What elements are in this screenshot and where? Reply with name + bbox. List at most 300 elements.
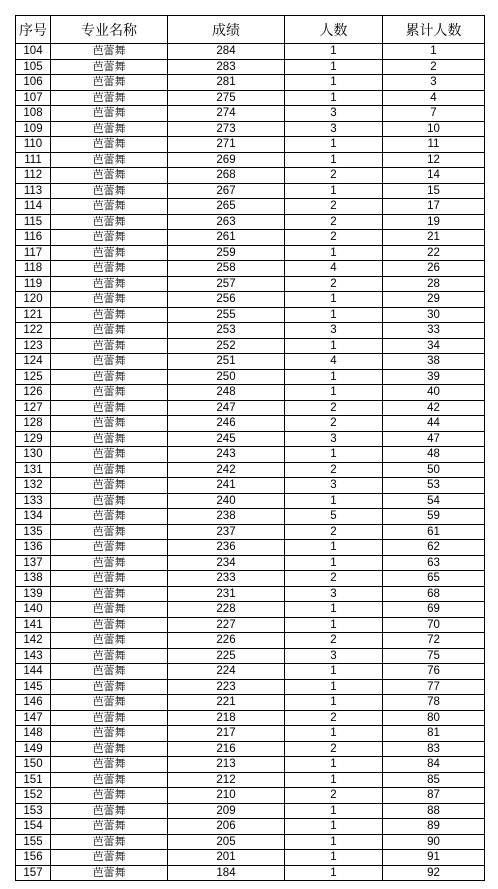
cell-index: 149 (16, 741, 51, 757)
cell-index: 142 (16, 633, 51, 649)
cell-index: 123 (16, 338, 51, 354)
cell-cumulative-count: 85 (383, 772, 485, 788)
cell-major-name: 芭蕾舞 (51, 478, 168, 494)
cell-cumulative-count: 17 (383, 199, 485, 215)
cell-count: 1 (285, 617, 383, 633)
cell-cumulative-count: 81 (383, 726, 485, 742)
table-row (16, 385, 485, 401)
cell-major-name: 芭蕾舞 (51, 648, 168, 664)
cell-score: 273 (168, 121, 285, 137)
cell-major-name: 芭蕾舞 (51, 679, 168, 695)
cell-index: 157 (16, 865, 51, 881)
table-row (16, 679, 485, 695)
cell-cumulative-count: 3 (383, 75, 485, 91)
cell-major-name: 芭蕾舞 (51, 803, 168, 819)
cell-cumulative-count: 29 (383, 292, 485, 308)
cell-count: 1 (285, 850, 383, 866)
cell-index: 143 (16, 648, 51, 664)
cell-major-name: 芭蕾舞 (51, 865, 168, 881)
cell-score: 210 (168, 788, 285, 804)
cell-count: 1 (285, 75, 383, 91)
cell-index: 134 (16, 509, 51, 525)
table-body (16, 44, 485, 881)
cell-score: 237 (168, 524, 285, 540)
cell-major-name: 芭蕾舞 (51, 338, 168, 354)
cell-count: 1 (285, 834, 383, 850)
table-row (16, 292, 485, 308)
cell-score: 252 (168, 338, 285, 354)
cell-cumulative-count: 87 (383, 788, 485, 804)
cell-cumulative-count: 59 (383, 509, 485, 525)
cell-count: 3 (285, 431, 383, 447)
cell-index: 105 (16, 59, 51, 75)
cell-cumulative-count: 70 (383, 617, 485, 633)
cell-count: 3 (285, 106, 383, 122)
cell-major-name: 芭蕾舞 (51, 400, 168, 416)
cell-score: 257 (168, 276, 285, 292)
table-row (16, 524, 485, 540)
cell-count: 1 (285, 137, 383, 153)
table-row (16, 695, 485, 711)
cell-major-name: 芭蕾舞 (51, 741, 168, 757)
cell-count: 1 (285, 338, 383, 354)
cell-major-name: 芭蕾舞 (51, 695, 168, 711)
cell-index: 118 (16, 261, 51, 277)
cell-index: 140 (16, 602, 51, 618)
cell-cumulative-count: 62 (383, 540, 485, 556)
cell-cumulative-count: 44 (383, 416, 485, 432)
cell-score: 263 (168, 214, 285, 230)
cell-count: 1 (285, 772, 383, 788)
cell-count: 3 (285, 586, 383, 602)
cell-major-name: 芭蕾舞 (51, 245, 168, 261)
cell-score: 268 (168, 168, 285, 184)
cell-index: 154 (16, 819, 51, 835)
header-major-name: 专业名称 (51, 16, 168, 44)
cell-cumulative-count: 76 (383, 664, 485, 680)
cell-score: 206 (168, 819, 285, 835)
cell-score: 267 (168, 183, 285, 199)
table-row (16, 602, 485, 618)
cell-major-name: 芭蕾舞 (51, 850, 168, 866)
score-distribution-table (15, 15, 485, 881)
cell-major-name: 芭蕾舞 (51, 168, 168, 184)
cell-score: 226 (168, 633, 285, 649)
cell-index: 122 (16, 323, 51, 339)
table-row (16, 400, 485, 416)
cell-index: 121 (16, 307, 51, 323)
cell-score: 228 (168, 602, 285, 618)
cell-index: 116 (16, 230, 51, 246)
cell-cumulative-count: 15 (383, 183, 485, 199)
cell-count: 1 (285, 757, 383, 773)
header-score: 成绩 (168, 16, 285, 44)
cell-index: 125 (16, 369, 51, 385)
cell-index: 147 (16, 710, 51, 726)
cell-count: 4 (285, 261, 383, 277)
cell-major-name: 芭蕾舞 (51, 602, 168, 618)
cell-major-name: 芭蕾舞 (51, 617, 168, 633)
table-row (16, 137, 485, 153)
cell-score: 256 (168, 292, 285, 308)
cell-major-name: 芭蕾舞 (51, 261, 168, 277)
table-row (16, 648, 485, 664)
cell-index: 148 (16, 726, 51, 742)
cell-score: 236 (168, 540, 285, 556)
cell-cumulative-count: 53 (383, 478, 485, 494)
cell-cumulative-count: 63 (383, 555, 485, 571)
cell-count: 1 (285, 602, 383, 618)
cell-score: 253 (168, 323, 285, 339)
cell-count: 2 (285, 276, 383, 292)
cell-count: 1 (285, 726, 383, 742)
cell-index: 112 (16, 168, 51, 184)
table-row (16, 633, 485, 649)
cell-count: 1 (285, 555, 383, 571)
cell-major-name: 芭蕾舞 (51, 44, 168, 60)
cell-major-name: 芭蕾舞 (51, 664, 168, 680)
cell-score: 281 (168, 75, 285, 91)
cell-major-name: 芭蕾舞 (51, 834, 168, 850)
table-row (16, 447, 485, 463)
cell-score: 250 (168, 369, 285, 385)
cell-cumulative-count: 83 (383, 741, 485, 757)
cell-index: 153 (16, 803, 51, 819)
cell-count: 2 (285, 633, 383, 649)
cell-count: 2 (285, 199, 383, 215)
cell-cumulative-count: 2 (383, 59, 485, 75)
cell-cumulative-count: 78 (383, 695, 485, 711)
score-table-sheet (15, 15, 484, 881)
cell-cumulative-count: 92 (383, 865, 485, 881)
cell-index: 152 (16, 788, 51, 804)
cell-cumulative-count: 88 (383, 803, 485, 819)
cell-count: 3 (285, 323, 383, 339)
cell-score: 238 (168, 509, 285, 525)
cell-cumulative-count: 91 (383, 850, 485, 866)
cell-index: 138 (16, 571, 51, 587)
cell-major-name: 芭蕾舞 (51, 369, 168, 385)
table-row (16, 354, 485, 370)
cell-index: 126 (16, 385, 51, 401)
table-row (16, 323, 485, 339)
cell-cumulative-count: 22 (383, 245, 485, 261)
table-row (16, 276, 485, 292)
table-header (16, 16, 485, 44)
cell-score: 223 (168, 679, 285, 695)
cell-major-name: 芭蕾舞 (51, 385, 168, 401)
table-row (16, 416, 485, 432)
cell-score: 184 (168, 865, 285, 881)
cell-cumulative-count: 39 (383, 369, 485, 385)
cell-count: 2 (285, 571, 383, 587)
cell-index: 130 (16, 447, 51, 463)
table-row (16, 617, 485, 633)
cell-score: 217 (168, 726, 285, 742)
cell-score: 255 (168, 307, 285, 323)
cell-count: 1 (285, 44, 383, 60)
cell-count: 1 (285, 152, 383, 168)
cell-score: 269 (168, 152, 285, 168)
cell-cumulative-count: 89 (383, 819, 485, 835)
cell-cumulative-count: 42 (383, 400, 485, 416)
cell-cumulative-count: 72 (383, 633, 485, 649)
cell-index: 114 (16, 199, 51, 215)
cell-score: 261 (168, 230, 285, 246)
cell-major-name: 芭蕾舞 (51, 586, 168, 602)
cell-score: 216 (168, 741, 285, 757)
cell-score: 221 (168, 695, 285, 711)
table-row (16, 168, 485, 184)
cell-major-name: 芭蕾舞 (51, 571, 168, 587)
cell-cumulative-count: 61 (383, 524, 485, 540)
cell-cumulative-count: 40 (383, 385, 485, 401)
table-row (16, 834, 485, 850)
table-row (16, 59, 485, 75)
cell-cumulative-count: 10 (383, 121, 485, 137)
table-row (16, 121, 485, 137)
cell-index: 131 (16, 462, 51, 478)
cell-count: 1 (285, 540, 383, 556)
cell-index: 124 (16, 354, 51, 370)
cell-cumulative-count: 12 (383, 152, 485, 168)
cell-cumulative-count: 75 (383, 648, 485, 664)
cell-major-name: 芭蕾舞 (51, 307, 168, 323)
cell-cumulative-count: 84 (383, 757, 485, 773)
table-row (16, 710, 485, 726)
cell-index: 151 (16, 772, 51, 788)
cell-count: 1 (285, 183, 383, 199)
cell-index: 145 (16, 679, 51, 695)
cell-score: 231 (168, 586, 285, 602)
table-row (16, 199, 485, 215)
cell-count: 1 (285, 59, 383, 75)
cell-cumulative-count: 26 (383, 261, 485, 277)
cell-major-name: 芭蕾舞 (51, 90, 168, 106)
cell-major-name: 芭蕾舞 (51, 137, 168, 153)
cell-index: 150 (16, 757, 51, 773)
cell-count: 1 (285, 447, 383, 463)
table-row (16, 75, 485, 91)
cell-index: 135 (16, 524, 51, 540)
cell-major-name: 芭蕾舞 (51, 230, 168, 246)
cell-cumulative-count: 38 (383, 354, 485, 370)
cell-count: 1 (285, 307, 383, 323)
table-row (16, 571, 485, 587)
cell-major-name: 芭蕾舞 (51, 416, 168, 432)
cell-score: 251 (168, 354, 285, 370)
cell-count: 1 (285, 819, 383, 835)
cell-index: 144 (16, 664, 51, 680)
table-row (16, 540, 485, 556)
cell-count: 1 (285, 865, 383, 881)
table-row (16, 183, 485, 199)
cell-count: 2 (285, 741, 383, 757)
table-row (16, 230, 485, 246)
table-row (16, 214, 485, 230)
cell-score: 201 (168, 850, 285, 866)
cell-count: 1 (285, 385, 383, 401)
cell-count: 4 (285, 354, 383, 370)
cell-index: 106 (16, 75, 51, 91)
cell-index: 155 (16, 834, 51, 850)
cell-score: 242 (168, 462, 285, 478)
table-row (16, 788, 485, 804)
cell-major-name: 芭蕾舞 (51, 59, 168, 75)
table-row (16, 850, 485, 866)
cell-cumulative-count: 50 (383, 462, 485, 478)
cell-major-name: 芭蕾舞 (51, 354, 168, 370)
cell-cumulative-count: 7 (383, 106, 485, 122)
cell-major-name: 芭蕾舞 (51, 772, 168, 788)
cell-cumulative-count: 90 (383, 834, 485, 850)
cell-major-name: 芭蕾舞 (51, 276, 168, 292)
cell-major-name: 芭蕾舞 (51, 106, 168, 122)
cell-major-name: 芭蕾舞 (51, 633, 168, 649)
cell-cumulative-count: 14 (383, 168, 485, 184)
cell-score: 259 (168, 245, 285, 261)
cell-cumulative-count: 30 (383, 307, 485, 323)
cell-score: 227 (168, 617, 285, 633)
cell-count: 1 (285, 679, 383, 695)
cell-score: 265 (168, 199, 285, 215)
cell-index: 115 (16, 214, 51, 230)
table-row (16, 555, 485, 571)
cell-score: 212 (168, 772, 285, 788)
cell-index: 113 (16, 183, 51, 199)
cell-score: 205 (168, 834, 285, 850)
cell-index: 133 (16, 493, 51, 509)
table-row (16, 865, 485, 881)
cell-index: 146 (16, 695, 51, 711)
header-cumulative-count: 累计人数 (383, 16, 485, 44)
cell-cumulative-count: 21 (383, 230, 485, 246)
cell-index: 129 (16, 431, 51, 447)
cell-count: 2 (285, 462, 383, 478)
cell-count: 3 (285, 648, 383, 664)
table-row (16, 152, 485, 168)
table-row (16, 586, 485, 602)
cell-major-name: 芭蕾舞 (51, 788, 168, 804)
cell-index: 117 (16, 245, 51, 261)
cell-major-name: 芭蕾舞 (51, 726, 168, 742)
cell-index: 120 (16, 292, 51, 308)
cell-count: 1 (285, 803, 383, 819)
cell-index: 137 (16, 555, 51, 571)
cell-cumulative-count: 80 (383, 710, 485, 726)
table-row (16, 493, 485, 509)
table-row (16, 741, 485, 757)
table-row (16, 245, 485, 261)
header-count: 人数 (285, 16, 383, 44)
cell-count: 1 (285, 695, 383, 711)
table-row (16, 431, 485, 447)
cell-score: 274 (168, 106, 285, 122)
table-row (16, 757, 485, 773)
cell-major-name: 芭蕾舞 (51, 183, 168, 199)
cell-count: 2 (285, 710, 383, 726)
table-row (16, 338, 485, 354)
cell-count: 3 (285, 478, 383, 494)
cell-index: 119 (16, 276, 51, 292)
cell-score: 234 (168, 555, 285, 571)
cell-score: 283 (168, 59, 285, 75)
cell-count: 1 (285, 493, 383, 509)
cell-index: 139 (16, 586, 51, 602)
cell-score: 241 (168, 478, 285, 494)
cell-major-name: 芭蕾舞 (51, 431, 168, 447)
table-row (16, 261, 485, 277)
table-row (16, 44, 485, 60)
cell-cumulative-count: 69 (383, 602, 485, 618)
cell-major-name: 芭蕾舞 (51, 447, 168, 463)
cell-index: 111 (16, 152, 51, 168)
table-row (16, 369, 485, 385)
cell-count: 1 (285, 90, 383, 106)
cell-major-name: 芭蕾舞 (51, 757, 168, 773)
cell-count: 3 (285, 121, 383, 137)
cell-score: 218 (168, 710, 285, 726)
table-row (16, 478, 485, 494)
cell-major-name: 芭蕾舞 (51, 462, 168, 478)
cell-score: 233 (168, 571, 285, 587)
cell-major-name: 芭蕾舞 (51, 292, 168, 308)
cell-count: 2 (285, 416, 383, 432)
cell-cumulative-count: 77 (383, 679, 485, 695)
cell-major-name: 芭蕾舞 (51, 540, 168, 556)
cell-count: 2 (285, 788, 383, 804)
table-row (16, 726, 485, 742)
cell-count: 2 (285, 230, 383, 246)
cell-count: 5 (285, 509, 383, 525)
cell-count: 2 (285, 214, 383, 230)
cell-cumulative-count: 4 (383, 90, 485, 106)
table-row (16, 90, 485, 106)
cell-score: 284 (168, 44, 285, 60)
header-index: 序号 (16, 16, 51, 44)
cell-major-name: 芭蕾舞 (51, 710, 168, 726)
cell-cumulative-count: 33 (383, 323, 485, 339)
cell-count: 1 (285, 292, 383, 308)
cell-cumulative-count: 34 (383, 338, 485, 354)
cell-cumulative-count: 19 (383, 214, 485, 230)
cell-score: 224 (168, 664, 285, 680)
cell-major-name: 芭蕾舞 (51, 199, 168, 215)
cell-cumulative-count: 65 (383, 571, 485, 587)
cell-score: 246 (168, 416, 285, 432)
table-row (16, 803, 485, 819)
table-row (16, 664, 485, 680)
cell-index: 108 (16, 106, 51, 122)
cell-count: 2 (285, 400, 383, 416)
cell-count: 1 (285, 245, 383, 261)
cell-index: 104 (16, 44, 51, 60)
cell-major-name: 芭蕾舞 (51, 152, 168, 168)
cell-cumulative-count: 48 (383, 447, 485, 463)
header-row (16, 16, 485, 44)
cell-score: 271 (168, 137, 285, 153)
cell-cumulative-count: 1 (383, 44, 485, 60)
cell-score: 258 (168, 261, 285, 277)
cell-index: 132 (16, 478, 51, 494)
cell-score: 275 (168, 90, 285, 106)
cell-cumulative-count: 68 (383, 586, 485, 602)
cell-cumulative-count: 54 (383, 493, 485, 509)
cell-index: 156 (16, 850, 51, 866)
table-row (16, 509, 485, 525)
cell-major-name: 芭蕾舞 (51, 509, 168, 525)
cell-major-name: 芭蕾舞 (51, 75, 168, 91)
